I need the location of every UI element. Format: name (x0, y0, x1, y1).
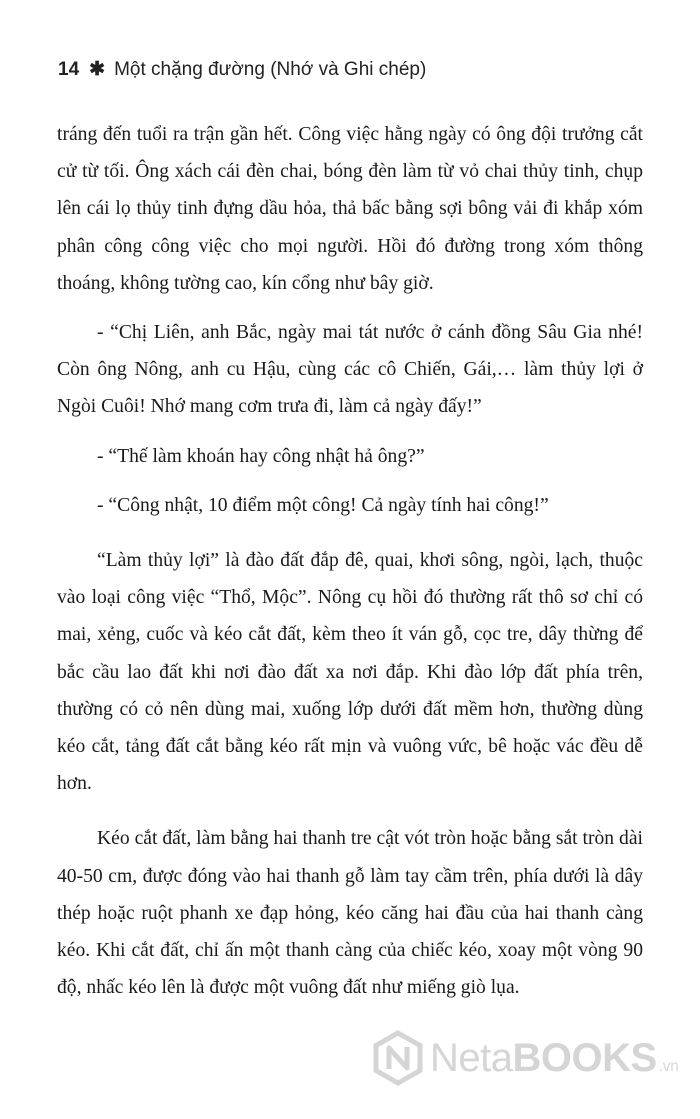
paragraph: Kéo cắt đất, làm bằng hai thanh tre cật vót tròn hoặc bằng sắt tròn dài 40-50 cm, được đóng vào hai thanh gỗ làm tay cầm trên, phía dưới là dây thép hoặc ruột phanh xe đạp hỏng, kéo căng hai đầu của hai thanh càng kéo. Khi cắt đất, chỉ ấn một thanh càng của chiếc kéo, xoay một vòng 90 độ, nhấc kéo lên là được một vuông đất như miếng giò lụa. (57, 828, 643, 999)
asterisk-icon: ✱ (89, 59, 106, 80)
body-text (57, 116, 643, 1018)
paragraph: - “Thế làm khoán hay công nhật hả ông?” (97, 445, 425, 467)
paragraph: tráng đến tuổi ra trận gần hết. Công việc hằng ngày có ông đội trưởng cắt cử từ tối. Ông xách cái đèn chai, bóng đèn làm từ vỏ chai thủy tinh, chụp lên cái lọ thủy tinh đựng dầu hỏa, thả bấc bằng sợi bông vải đi khắp xóm phân công công việc cho mọi người. Hồi đó đường trong xóm thông thoáng, không tường cao, kín cổng như bây giờ. (57, 124, 643, 294)
watermark (370, 1030, 679, 1086)
running-header (58, 58, 426, 81)
page-number: 14 (58, 59, 80, 80)
paragraph: - “Công nhật, 10 điểm một công! Cả ngày tính hai công!” (97, 494, 549, 516)
paragraph: - “Chị Liên, anh Bắc, ngày mai tát nước ở cánh đồng Sâu Gia nhé! Còn ông Nông, anh cu Hậu, cùng các cô Chiến, Gái,… làm thủy lợi ở Ngòi Cuôi! Nhớ mang cơm trưa đi, làm cả ngày đấy!” (57, 322, 643, 418)
book-title: Một chặng đường (Nhớ và Ghi chép) (114, 59, 427, 80)
paragraph: “Làm thủy lợi” là đào đất đắp đê, quai, khơi sông, ngòi, lạch, thuộc vào loại công việc “Thổ, Mộc”. Nông cụ hồi đó thường rất thô sơ chỉ có mai, xẻng, cuốc và kéo cắt đất, kèm theo ít ván gỗ, cọc tre, dây thừng để bắc cầu lao đất khi nơi đào đất xa nơi đắp. Khi đào lớp đất phía trên, thường có cỏ nên dùng mai, xuống lớp dưới đất mềm hơn, thường dùng kéo cắt, tảng đất cắt bằng kéo rất mịn và vuông vức, bê hoặc vác đều dễ hơn. (57, 550, 643, 795)
watermark-text: NetaBOOKS .vn (430, 1035, 679, 1080)
netabooks-logo-icon (370, 1030, 426, 1086)
